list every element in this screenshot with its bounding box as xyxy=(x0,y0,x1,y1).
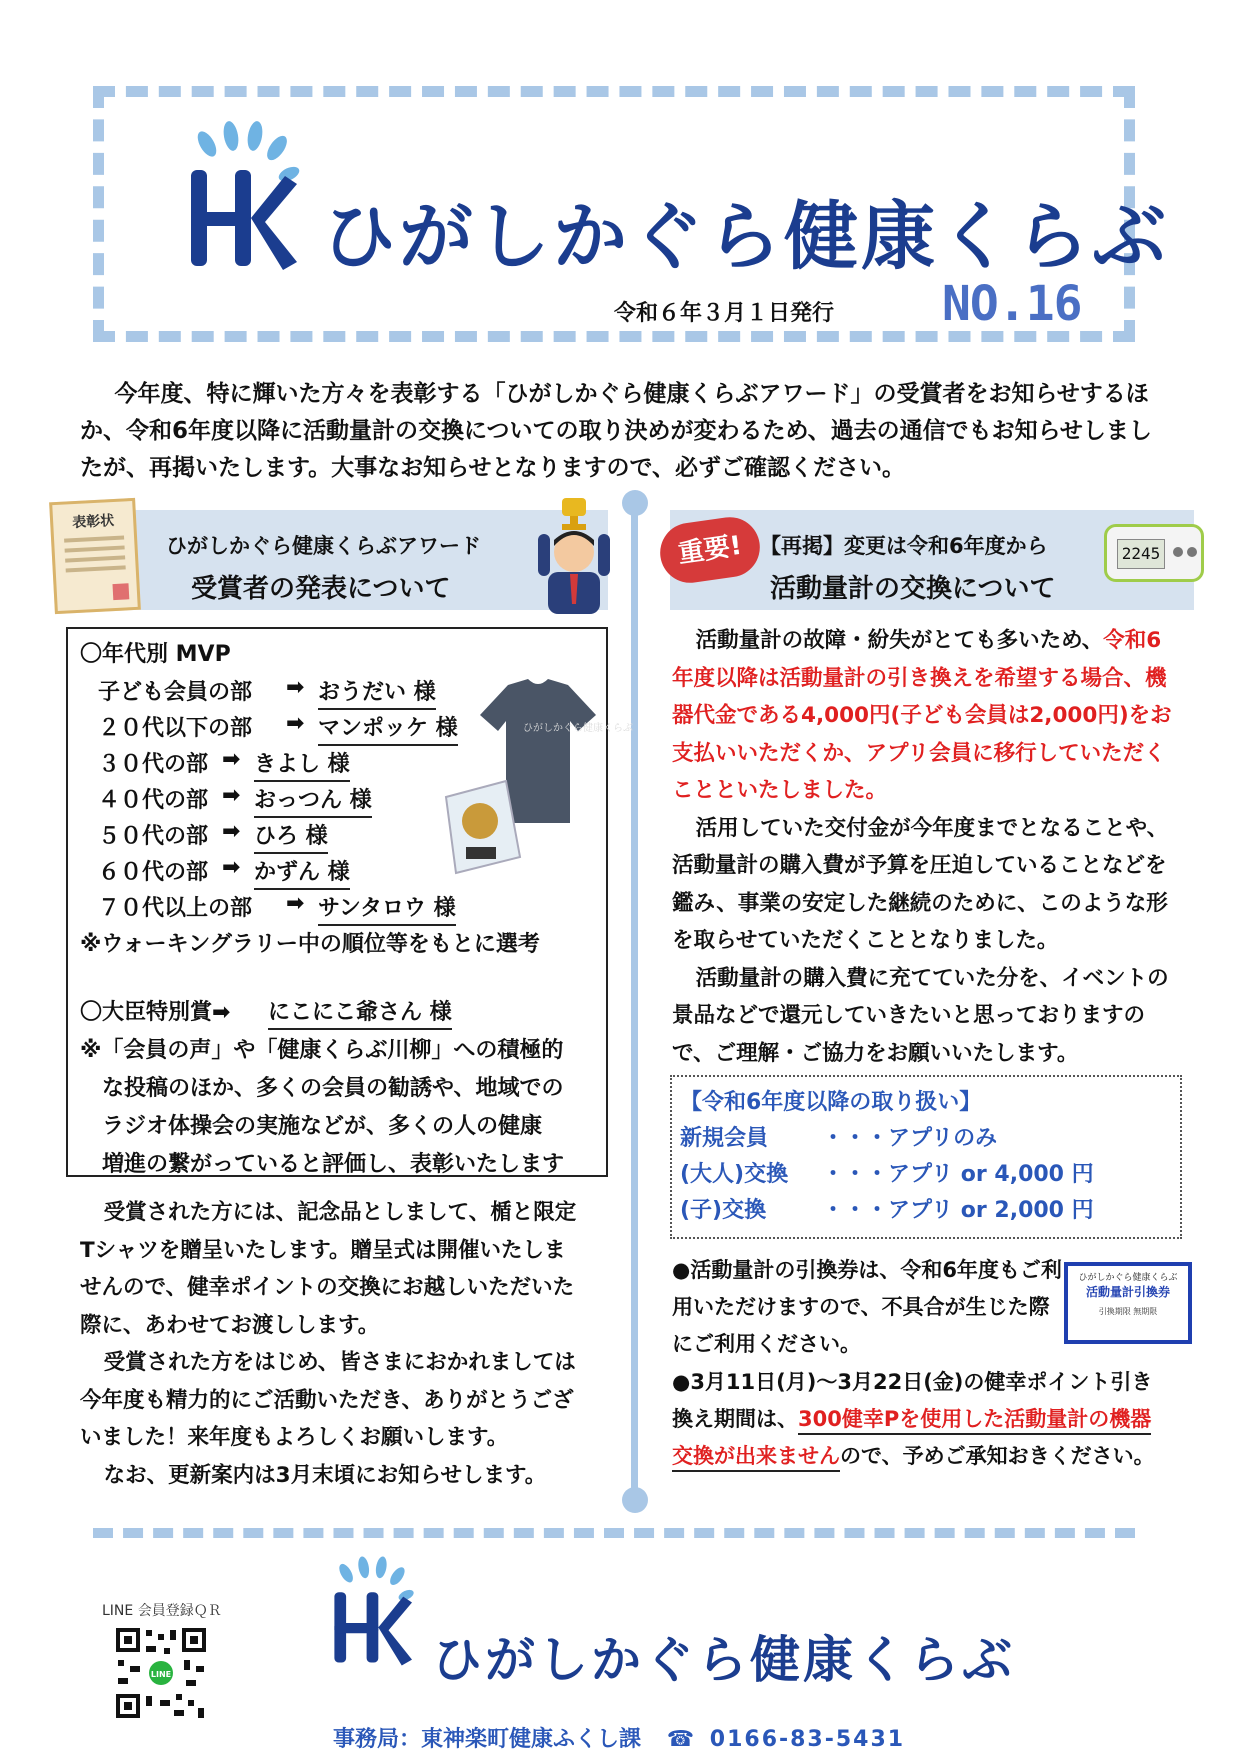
award-winners-box xyxy=(66,627,633,1177)
exchange-period-text-a: ●3月11日(月)～3月22日(金)の健幸ポイント引き換え期間は、 xyxy=(672,1370,1153,1431)
tshirt-print-text: ひがしかぐら健康くらぶ xyxy=(523,723,633,734)
award-body-p3: なお、更新案内は3月末頃にお知らせします。 xyxy=(103,1462,547,1488)
exchange-period-text-b: ので、予めご承知おきください。 xyxy=(840,1444,1155,1468)
footer-title: ひがしかぐら健康くらぶ xyxy=(432,1631,1015,1689)
device-body-p2: 活用していた交付金が今年度までとなることや、活動量計の購入費が予算を圧迫していることなどを鑑み、事業の安定した継続のために、このような形を取らせていただくこととなりました。 xyxy=(672,815,1169,953)
device-p1-normal: 活動量計の故障・紛失がとても多いため、 xyxy=(695,628,1104,653)
column-divider xyxy=(631,502,638,1499)
phone-number[interactable]: 0166-83-5431 xyxy=(709,1727,906,1752)
office-contact xyxy=(333,1722,905,1753)
device-body-p1 xyxy=(672,622,1178,810)
voucher-ticket-top: ひがしかぐら健康くらぶ xyxy=(1078,1273,1178,1283)
mvp-winner-2: マンポッケ 様 xyxy=(318,711,458,746)
rule-label-2: (大人)交換 xyxy=(680,1162,789,1187)
footer-divider xyxy=(93,1528,1135,1538)
special-award-winner: にこにこ爺さん 様 xyxy=(268,995,452,1030)
special-note-line-4: 増進の繋がっていると評価し、表彰いたします xyxy=(102,1152,565,1177)
mvp-division-1: 子ども会員の部 xyxy=(98,680,253,705)
mvp-division-3: ３０代の部 xyxy=(98,752,209,777)
divider-dot-bottom xyxy=(622,1487,648,1513)
voucher-ticket-image xyxy=(1064,1262,1192,1344)
mvp-winner-4: おっつん 様 xyxy=(254,783,372,818)
rule-value-3: ・・・アプリ or 2,000 円 xyxy=(822,1198,1094,1223)
line-qr-code[interactable] xyxy=(114,1626,208,1720)
arrow-right-icon: ➡ xyxy=(222,747,241,772)
special-award-heading: 〇大臣特別賞➡ xyxy=(80,1000,231,1025)
exchange-period-red: 300健幸Pを使用した活動量計の機器交換が出来ません xyxy=(672,1407,1151,1472)
arrow-right-icon: ➡ xyxy=(286,891,305,916)
divider-dot-top xyxy=(622,490,648,516)
mvp-winner-3: きよし 様 xyxy=(254,747,350,782)
mvp-winner-1: おうだい 様 xyxy=(318,675,436,710)
rule-value-2: ・・・アプリ or 4,000 円 xyxy=(822,1162,1094,1187)
device-p1-red: 令和6年度以降は活動量計の引き換えを希望する場合、機器代金である4,000円(子ども会員は2,000円)をお支払いいただくか、アプリ会員に移行していただくことといたしました。 xyxy=(672,628,1172,803)
mvp-division-4: ４０代の部 xyxy=(98,788,209,813)
intro-paragraph: 今年度、特に輝いた方々を表彰する「ひがしかぐら健康くらぶアワード」の受賞者をお知らせするほか、令和6年度以降に活動量計の交換についての取り決めが変わるため、過去の通信でもお知らせしましたが、再掲いたします。大事なお知らせとなりますので、必ずご確認ください。 xyxy=(80,381,1152,481)
office-name: 事務局：東神楽町健康ふくし課 xyxy=(333,1727,642,1752)
phone-icon: ☎ xyxy=(666,1727,695,1752)
activity-tracker-icon xyxy=(1104,524,1204,582)
device-banner-sub: 【再掲】変更は令和6年度から xyxy=(760,534,1048,558)
arrow-right-icon: ➡ xyxy=(286,675,305,700)
rules-box xyxy=(670,1075,1182,1239)
mvp-division-5: ５０代の部 xyxy=(98,824,209,849)
exchange-period-bullet xyxy=(672,1364,1170,1475)
voucher-bullet: ●活動量計の引換券は、令和6年度もご利用いただけますので、不具合が生じた際にご利用ください。 xyxy=(672,1258,1062,1356)
mvp-winner-5: ひろ 様 xyxy=(254,819,328,854)
issue-number: NO.16 xyxy=(942,276,1082,332)
arrow-right-icon: ➡ xyxy=(222,783,241,808)
issue-date: 令和６年３月１日発行 xyxy=(614,301,835,326)
arrow-right-icon: ➡ xyxy=(222,819,241,844)
mvp-division-2: ２０代以下の部 xyxy=(98,716,253,741)
important-badge: 重要! xyxy=(656,513,763,586)
mvp-winner-6: かずん 様 xyxy=(254,855,350,890)
rule-label-1: 新規会員 xyxy=(680,1126,769,1151)
award-banner xyxy=(66,510,608,610)
award-plaque-photo xyxy=(436,777,526,877)
rule-label-3: (子)交換 xyxy=(680,1198,767,1223)
award-banner-main: 受賞者の発表について xyxy=(191,574,451,604)
trophy-person-icon xyxy=(532,494,616,614)
newsletter-title: ひがしかぐら健康くらぶ xyxy=(322,194,1169,280)
special-note-line-2: な投稿のほか、多くの会員の勧誘や、地域での xyxy=(102,1076,564,1101)
certificate-icon xyxy=(49,498,141,614)
mvp-division-7: ７０代以上の部 xyxy=(98,896,253,921)
award-body-p2: 受賞された方をはじめ、皆さまにおかれましては今年度も精力的にご活動いただき、ありがとうございました！来年度もよろしくお願いします。 xyxy=(80,1350,576,1450)
device-body-p3: 活動量計の購入費に充てていた分を、イベントの景品などで還元していきたいと思っておりますので、ご理解・ご協力をお願いいたします。 xyxy=(672,965,1169,1066)
hk-logo-icon xyxy=(185,122,297,272)
rule-value-1: ・・・アプリのみ xyxy=(822,1126,998,1151)
mvp-heading: 〇年代別 MVP xyxy=(80,642,231,667)
voucher-ticket-row: 引換期限 無期限 xyxy=(1098,1307,1158,1316)
footer-hk-logo-icon xyxy=(330,1556,412,1668)
arrow-right-icon: ➡ xyxy=(286,711,305,736)
device-banner-main: 活動量計の交換について xyxy=(770,574,1056,604)
line-badge-text: LINE xyxy=(150,1670,172,1679)
award-banner-sub: ひがしかぐら健康くらぶアワード xyxy=(166,534,481,558)
qr-label: LINE 会員登録ＱＲ xyxy=(102,1603,222,1619)
mvp-note: ※ウォーキングラリー中の順位等をもとに選考 xyxy=(80,932,540,957)
special-note-line-3: ラジオ体操会の実施などが、多くの人の健康 xyxy=(102,1114,543,1139)
rules-title: 【令和6年度以降の取り扱い】 xyxy=(680,1090,982,1115)
certificate-label: 表彰状 xyxy=(71,512,115,532)
arrow-right-icon: ➡ xyxy=(222,855,241,880)
award-body-p1: 受賞された方には、記念品としまして、楯と限定Tシャツを贈呈いたします。贈呈式は開催いたしませんので、健幸ポイントの交換にお越しいただいた際に、あわせてお渡しします。 xyxy=(80,1200,577,1338)
voucher-ticket-title: 活動量計引換券 xyxy=(1085,1285,1170,1299)
tracker-display: 2245 xyxy=(1117,539,1165,569)
mvp-division-6: ６０代の部 xyxy=(98,860,209,885)
special-note-line-1: ※「会員の声」や「健康くらぶ川柳」への積極的 xyxy=(80,1038,564,1063)
award-body xyxy=(80,1194,580,1494)
device-body xyxy=(672,622,1178,1072)
mvp-winner-7: サンタロウ 様 xyxy=(318,891,456,926)
